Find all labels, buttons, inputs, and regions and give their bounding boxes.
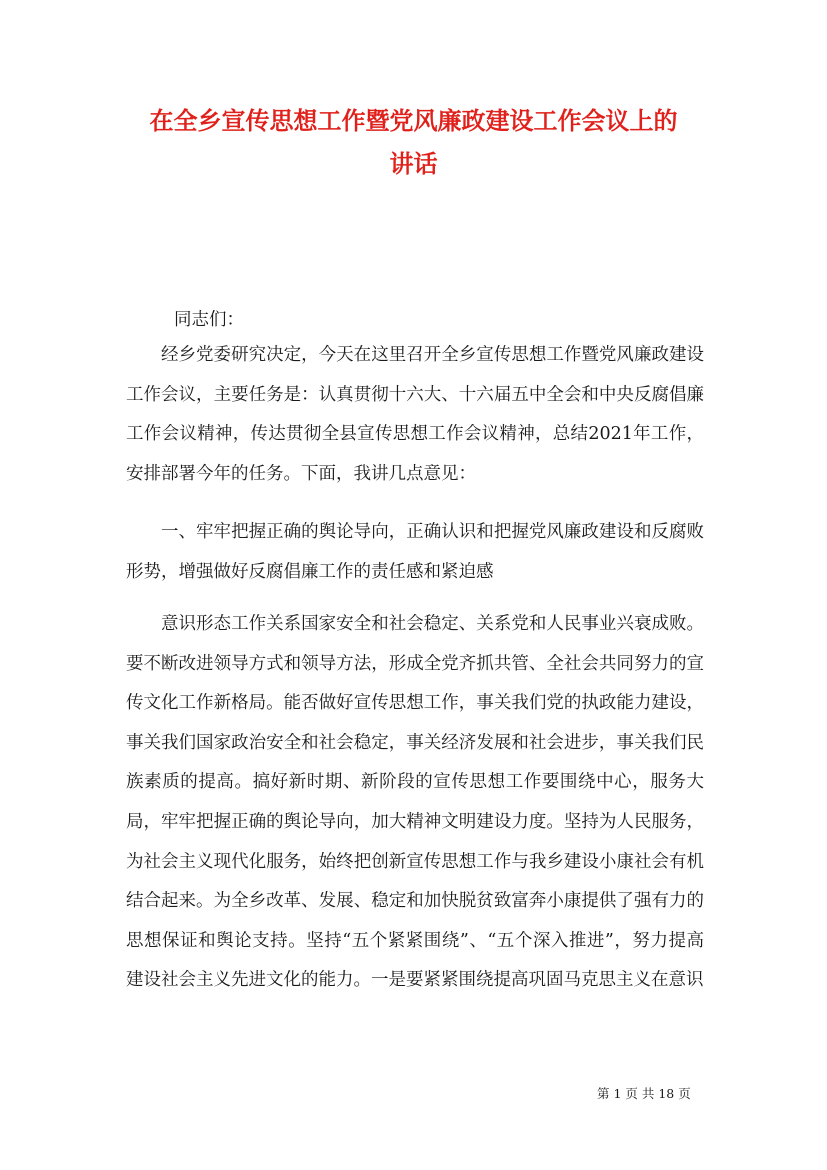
page-number-footer: 第 1 页 共 18 页 (597, 1086, 691, 1101)
paragraph-section-heading: 一、牢牢把握正确的舆论导向，正确认识和把握党风廉政建设和反腐败形势，增强做好反腐倡廉工作的责任感和紧迫感 (126, 522, 704, 582)
paragraph-body: 意识形态工作关系国家安全和社会稳定、关系党和人民事业兴衰成败。要不断改进领导方式和领导方法，形成全党齐抓共管、全社会共同努力的宣传文化工作新格局。能否做好宣传思想工作，事关我们党的执政能力建设，事关我们国家政治安全和社会稳定，事关经济发展和社会进步，事关我们民族素质的提高。搞好新时期、新阶段的宣传思想工作要围绕中心，服务大局，牢牢把握正确的舆论导向，加大精神文明建设力度。坚持为人民服务，为社会主义现代化服务，始终把创新宣传思想工作与我乡建设小康社会有机结合起来。为全乡改革、发展、稳定和加快脱贫致富奔小康提供了强有力的思想保证和舆论支持。坚持“五个紧紧围绕”、“五个深入推进”，努力提高建设社会主义先进文化的能力。一是要紧紧围绕提高巩固马克思主义在意识 (126, 614, 704, 991)
document-title-line-1: 在全乡宣传思想工作暨党风廉政建设工作会议上的 (149, 106, 678, 135)
document-title-line-2: 讲话 (389, 149, 438, 178)
paragraph-intro: 经乡党委研究决定，今天在这里召开全乡宣传思想工作暨党风廉政建设工作会议，主要任务是：认真贯彻十六大、十六届五中全会和中央反腐倡廉工作会议精神，传达贯彻全县宣传思想工作会议精神，总结2021年工作，安排部署今年的任务。下面，我讲几点意见： (126, 345, 704, 484)
salutation: 同志们： (174, 310, 244, 330)
